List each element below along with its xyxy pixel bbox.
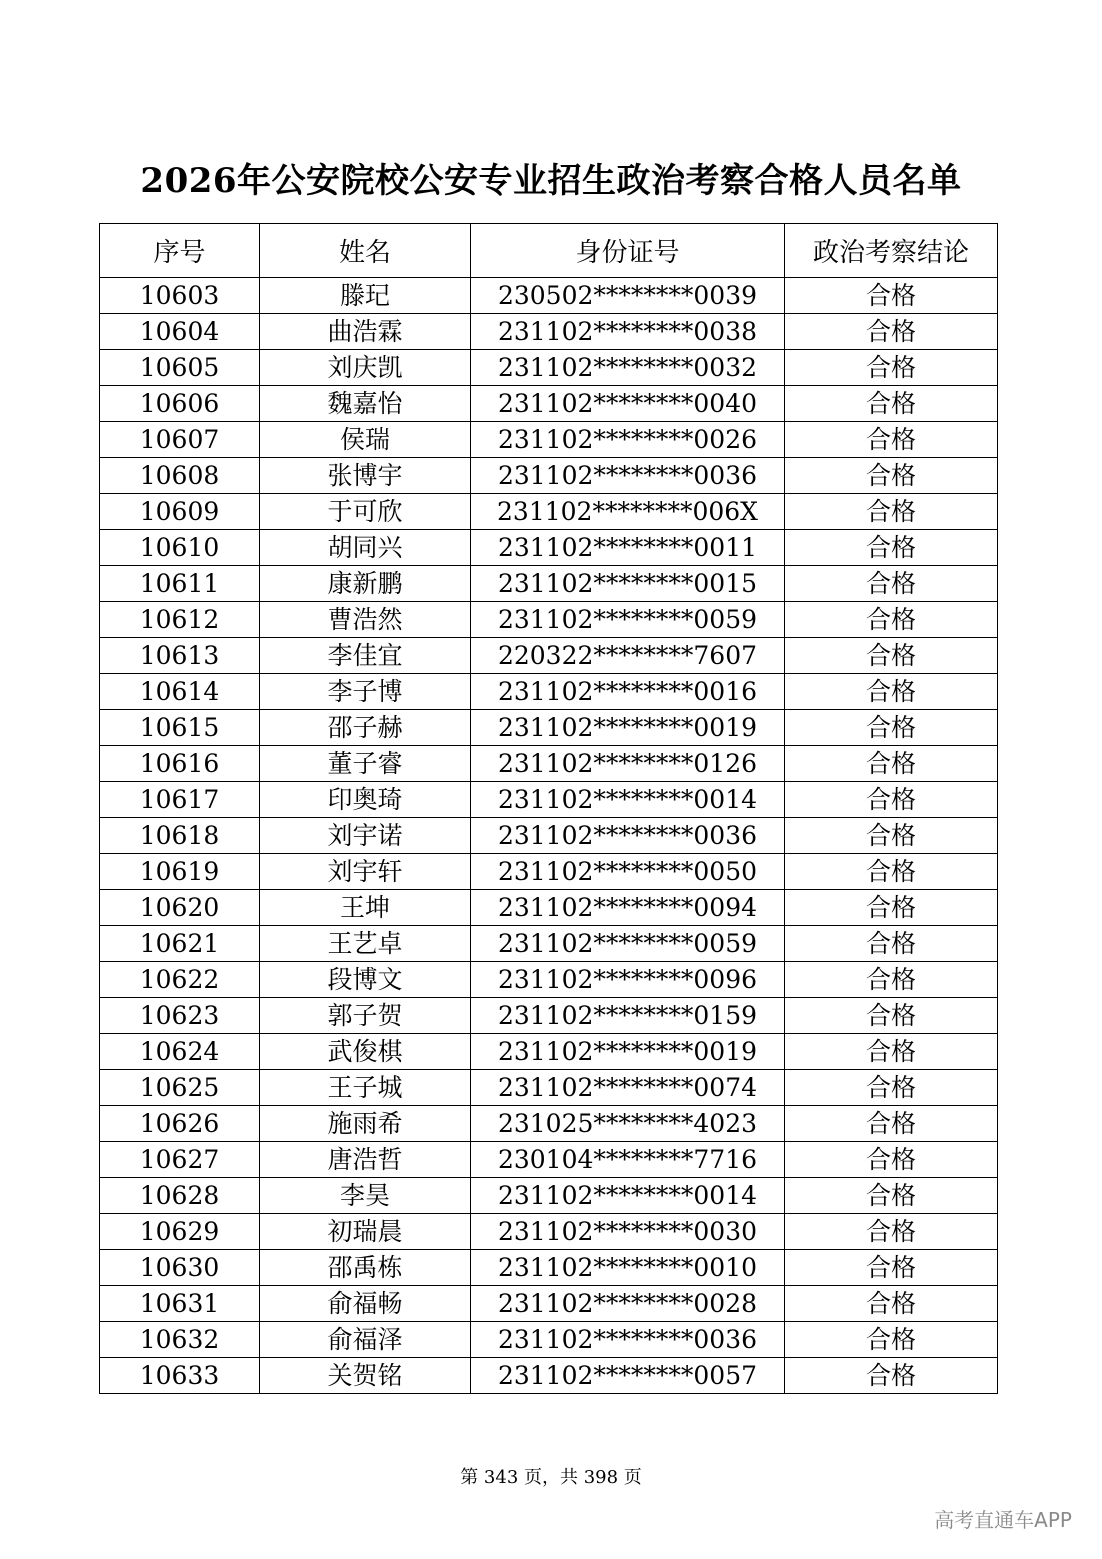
cell-id-number: 231102********0028: [471, 1286, 785, 1322]
cell-id-number: 231102********0059: [471, 602, 785, 638]
cell-id-number: 230502********0039: [471, 278, 785, 314]
cell-seq: 10609: [100, 494, 260, 530]
cell-result: 合格: [785, 1070, 998, 1106]
table-row: [100, 602, 998, 638]
table-row: [100, 350, 998, 386]
cell-id-number: 230104********7716: [471, 1142, 785, 1178]
cell-name: 曲浩霖: [260, 314, 471, 350]
table-row: [100, 386, 998, 422]
cell-result: 合格: [785, 998, 998, 1034]
cell-result: 合格: [785, 1034, 998, 1070]
cell-seq: 10603: [100, 278, 260, 314]
cell-result: 合格: [785, 278, 998, 314]
cell-name: 李昊: [260, 1178, 471, 1214]
cell-id-number: 231102********0019: [471, 1034, 785, 1070]
table-row: [100, 962, 998, 998]
cell-result: 合格: [785, 1358, 998, 1394]
table-row: [100, 1358, 998, 1394]
cell-seq: 10619: [100, 854, 260, 890]
cell-id-number: 231102********0050: [471, 854, 785, 890]
cell-id-number: 231025********4023: [471, 1106, 785, 1142]
cell-name: 李子博: [260, 674, 471, 710]
table-row: [100, 458, 998, 494]
table-row: [100, 422, 998, 458]
cell-id-number: 231102********0019: [471, 710, 785, 746]
cell-name: 邵禹栋: [260, 1250, 471, 1286]
cell-id-number: 231102********0038: [471, 314, 785, 350]
table-row: [100, 1142, 998, 1178]
cell-result: 合格: [785, 1178, 998, 1214]
cell-result: 合格: [785, 854, 998, 890]
table-row: [100, 854, 998, 890]
cell-seq: 10626: [100, 1106, 260, 1142]
cell-seq: 10629: [100, 1214, 260, 1250]
cell-name: 侯瑞: [260, 422, 471, 458]
table-row: [100, 1214, 998, 1250]
header-seq: 序号: [100, 224, 260, 278]
cell-name: 段博文: [260, 962, 471, 998]
cell-id-number: 231102********0036: [471, 458, 785, 494]
cell-result: 合格: [785, 782, 998, 818]
cell-seq: 10612: [100, 602, 260, 638]
cell-seq: 10617: [100, 782, 260, 818]
table-row: [100, 674, 998, 710]
page-footer: 第 343 页，共 398 页: [460, 1467, 642, 1488]
cell-seq: 10606: [100, 386, 260, 422]
cell-seq: 10620: [100, 890, 260, 926]
cell-name: 魏嘉怡: [260, 386, 471, 422]
cell-id-number: 231102********0032: [471, 350, 785, 386]
cell-id-number: 231102********0030: [471, 1214, 785, 1250]
cell-seq: 10611: [100, 566, 260, 602]
cell-seq: 10616: [100, 746, 260, 782]
cell-seq: 10615: [100, 710, 260, 746]
table-row: [100, 926, 998, 962]
table-row: [100, 746, 998, 782]
cell-name: 刘宇诺: [260, 818, 471, 854]
cell-id-number: 220322********7607: [471, 638, 785, 674]
cell-result: 合格: [785, 314, 998, 350]
cell-seq: 10613: [100, 638, 260, 674]
cell-result: 合格: [785, 602, 998, 638]
cell-id-number: 231102********0036: [471, 1322, 785, 1358]
cell-result: 合格: [785, 1250, 998, 1286]
cell-id-number: 231102********0026: [471, 422, 785, 458]
cell-result: 合格: [785, 1286, 998, 1322]
cell-result: 合格: [785, 1214, 998, 1250]
table-row: [100, 1250, 998, 1286]
cell-id-number: 231102********0057: [471, 1358, 785, 1394]
cell-seq: 10618: [100, 818, 260, 854]
table-row: [100, 494, 998, 530]
cell-seq: 10623: [100, 998, 260, 1034]
cell-id-number: 231102********0015: [471, 566, 785, 602]
cell-seq: 10608: [100, 458, 260, 494]
cell-id-number: 231102********0074: [471, 1070, 785, 1106]
cell-name: 王子城: [260, 1070, 471, 1106]
table-row: [100, 1286, 998, 1322]
cell-name: 李佳宜: [260, 638, 471, 674]
table-row: [100, 1322, 998, 1358]
cell-id-number: 231102********0094: [471, 890, 785, 926]
cell-id-number: 231102********0159: [471, 998, 785, 1034]
cell-seq: 10614: [100, 674, 260, 710]
cell-name: 关贺铭: [260, 1358, 471, 1394]
table-row: [100, 998, 998, 1034]
cell-name: 施雨希: [260, 1106, 471, 1142]
cell-id-number: 231102********0011: [471, 530, 785, 566]
cell-result: 合格: [785, 962, 998, 998]
table-row: [100, 818, 998, 854]
table-header-row: [100, 224, 998, 278]
cell-seq: 10630: [100, 1250, 260, 1286]
table-row: [100, 566, 998, 602]
cell-id-number: 231102********0014: [471, 1178, 785, 1214]
table-row: [100, 782, 998, 818]
cell-result: 合格: [785, 926, 998, 962]
cell-name: 郭子贺: [260, 998, 471, 1034]
cell-id-number: 231102********0016: [471, 674, 785, 710]
cell-seq: 10607: [100, 422, 260, 458]
cell-result: 合格: [785, 890, 998, 926]
cell-result: 合格: [785, 386, 998, 422]
table-row: [100, 314, 998, 350]
cell-name: 俞福泽: [260, 1322, 471, 1358]
cell-name: 王坤: [260, 890, 471, 926]
cell-name: 邵子赫: [260, 710, 471, 746]
cell-seq: 10621: [100, 926, 260, 962]
table-row: [100, 1070, 998, 1106]
cell-result: 合格: [785, 1106, 998, 1142]
cell-name: 张博宇: [260, 458, 471, 494]
cell-seq: 10625: [100, 1070, 260, 1106]
cell-seq: 10622: [100, 962, 260, 998]
cell-name: 印奥琦: [260, 782, 471, 818]
header-result: 政治考察结论: [785, 224, 998, 278]
table-row: [100, 1034, 998, 1070]
cell-name: 唐浩哲: [260, 1142, 471, 1178]
cell-seq: 10624: [100, 1034, 260, 1070]
cell-result: 合格: [785, 422, 998, 458]
cell-result: 合格: [785, 494, 998, 530]
cell-result: 合格: [785, 458, 998, 494]
cell-seq: 10632: [100, 1322, 260, 1358]
cell-seq: 10633: [100, 1358, 260, 1394]
cell-result: 合格: [785, 350, 998, 386]
table-body: [100, 278, 998, 1394]
table-row: [100, 1178, 998, 1214]
cell-result: 合格: [785, 638, 998, 674]
watermark-text: 高考直通车APP: [934, 1508, 1072, 1532]
table-row: [100, 710, 998, 746]
cell-result: 合格: [785, 1322, 998, 1358]
cell-seq: 10631: [100, 1286, 260, 1322]
cell-id-number: 231102********0059: [471, 926, 785, 962]
cell-seq: 10610: [100, 530, 260, 566]
cell-result: 合格: [785, 566, 998, 602]
cell-name: 初瑞晨: [260, 1214, 471, 1250]
table-row: [100, 530, 998, 566]
cell-name: 王艺卓: [260, 926, 471, 962]
cell-name: 武俊棋: [260, 1034, 471, 1070]
cell-id-number: 231102********0126: [471, 746, 785, 782]
cell-name: 曹浩然: [260, 602, 471, 638]
cell-name: 滕玘: [260, 278, 471, 314]
cell-result: 合格: [785, 746, 998, 782]
cell-name: 刘宇轩: [260, 854, 471, 890]
cell-id-number: 231102********0040: [471, 386, 785, 422]
cell-id-number: 231102********0036: [471, 818, 785, 854]
roster-table: [99, 223, 998, 1394]
cell-result: 合格: [785, 1142, 998, 1178]
cell-seq: 10605: [100, 350, 260, 386]
cell-name: 于可欣: [260, 494, 471, 530]
cell-seq: 10627: [100, 1142, 260, 1178]
cell-name: 康新鹏: [260, 566, 471, 602]
header-name: 姓名: [260, 224, 471, 278]
cell-seq: 10628: [100, 1178, 260, 1214]
cell-name: 董子睿: [260, 746, 471, 782]
cell-result: 合格: [785, 530, 998, 566]
cell-id-number: 231102********006X: [471, 494, 785, 530]
table-row: [100, 1106, 998, 1142]
cell-name: 刘庆凯: [260, 350, 471, 386]
header-id: 身份证号: [471, 224, 785, 278]
cell-result: 合格: [785, 710, 998, 746]
cell-id-number: 231102********0014: [471, 782, 785, 818]
cell-seq: 10604: [100, 314, 260, 350]
table-row: [100, 890, 998, 926]
cell-name: 俞福畅: [260, 1286, 471, 1322]
cell-id-number: 231102********0010: [471, 1250, 785, 1286]
table-row: [100, 638, 998, 674]
cell-id-number: 231102********0096: [471, 962, 785, 998]
cell-result: 合格: [785, 674, 998, 710]
table-row: [100, 278, 998, 314]
document-title: 2026年公安院校公安专业招生政治考察合格人员名单: [140, 161, 962, 201]
cell-name: 胡同兴: [260, 530, 471, 566]
cell-result: 合格: [785, 818, 998, 854]
